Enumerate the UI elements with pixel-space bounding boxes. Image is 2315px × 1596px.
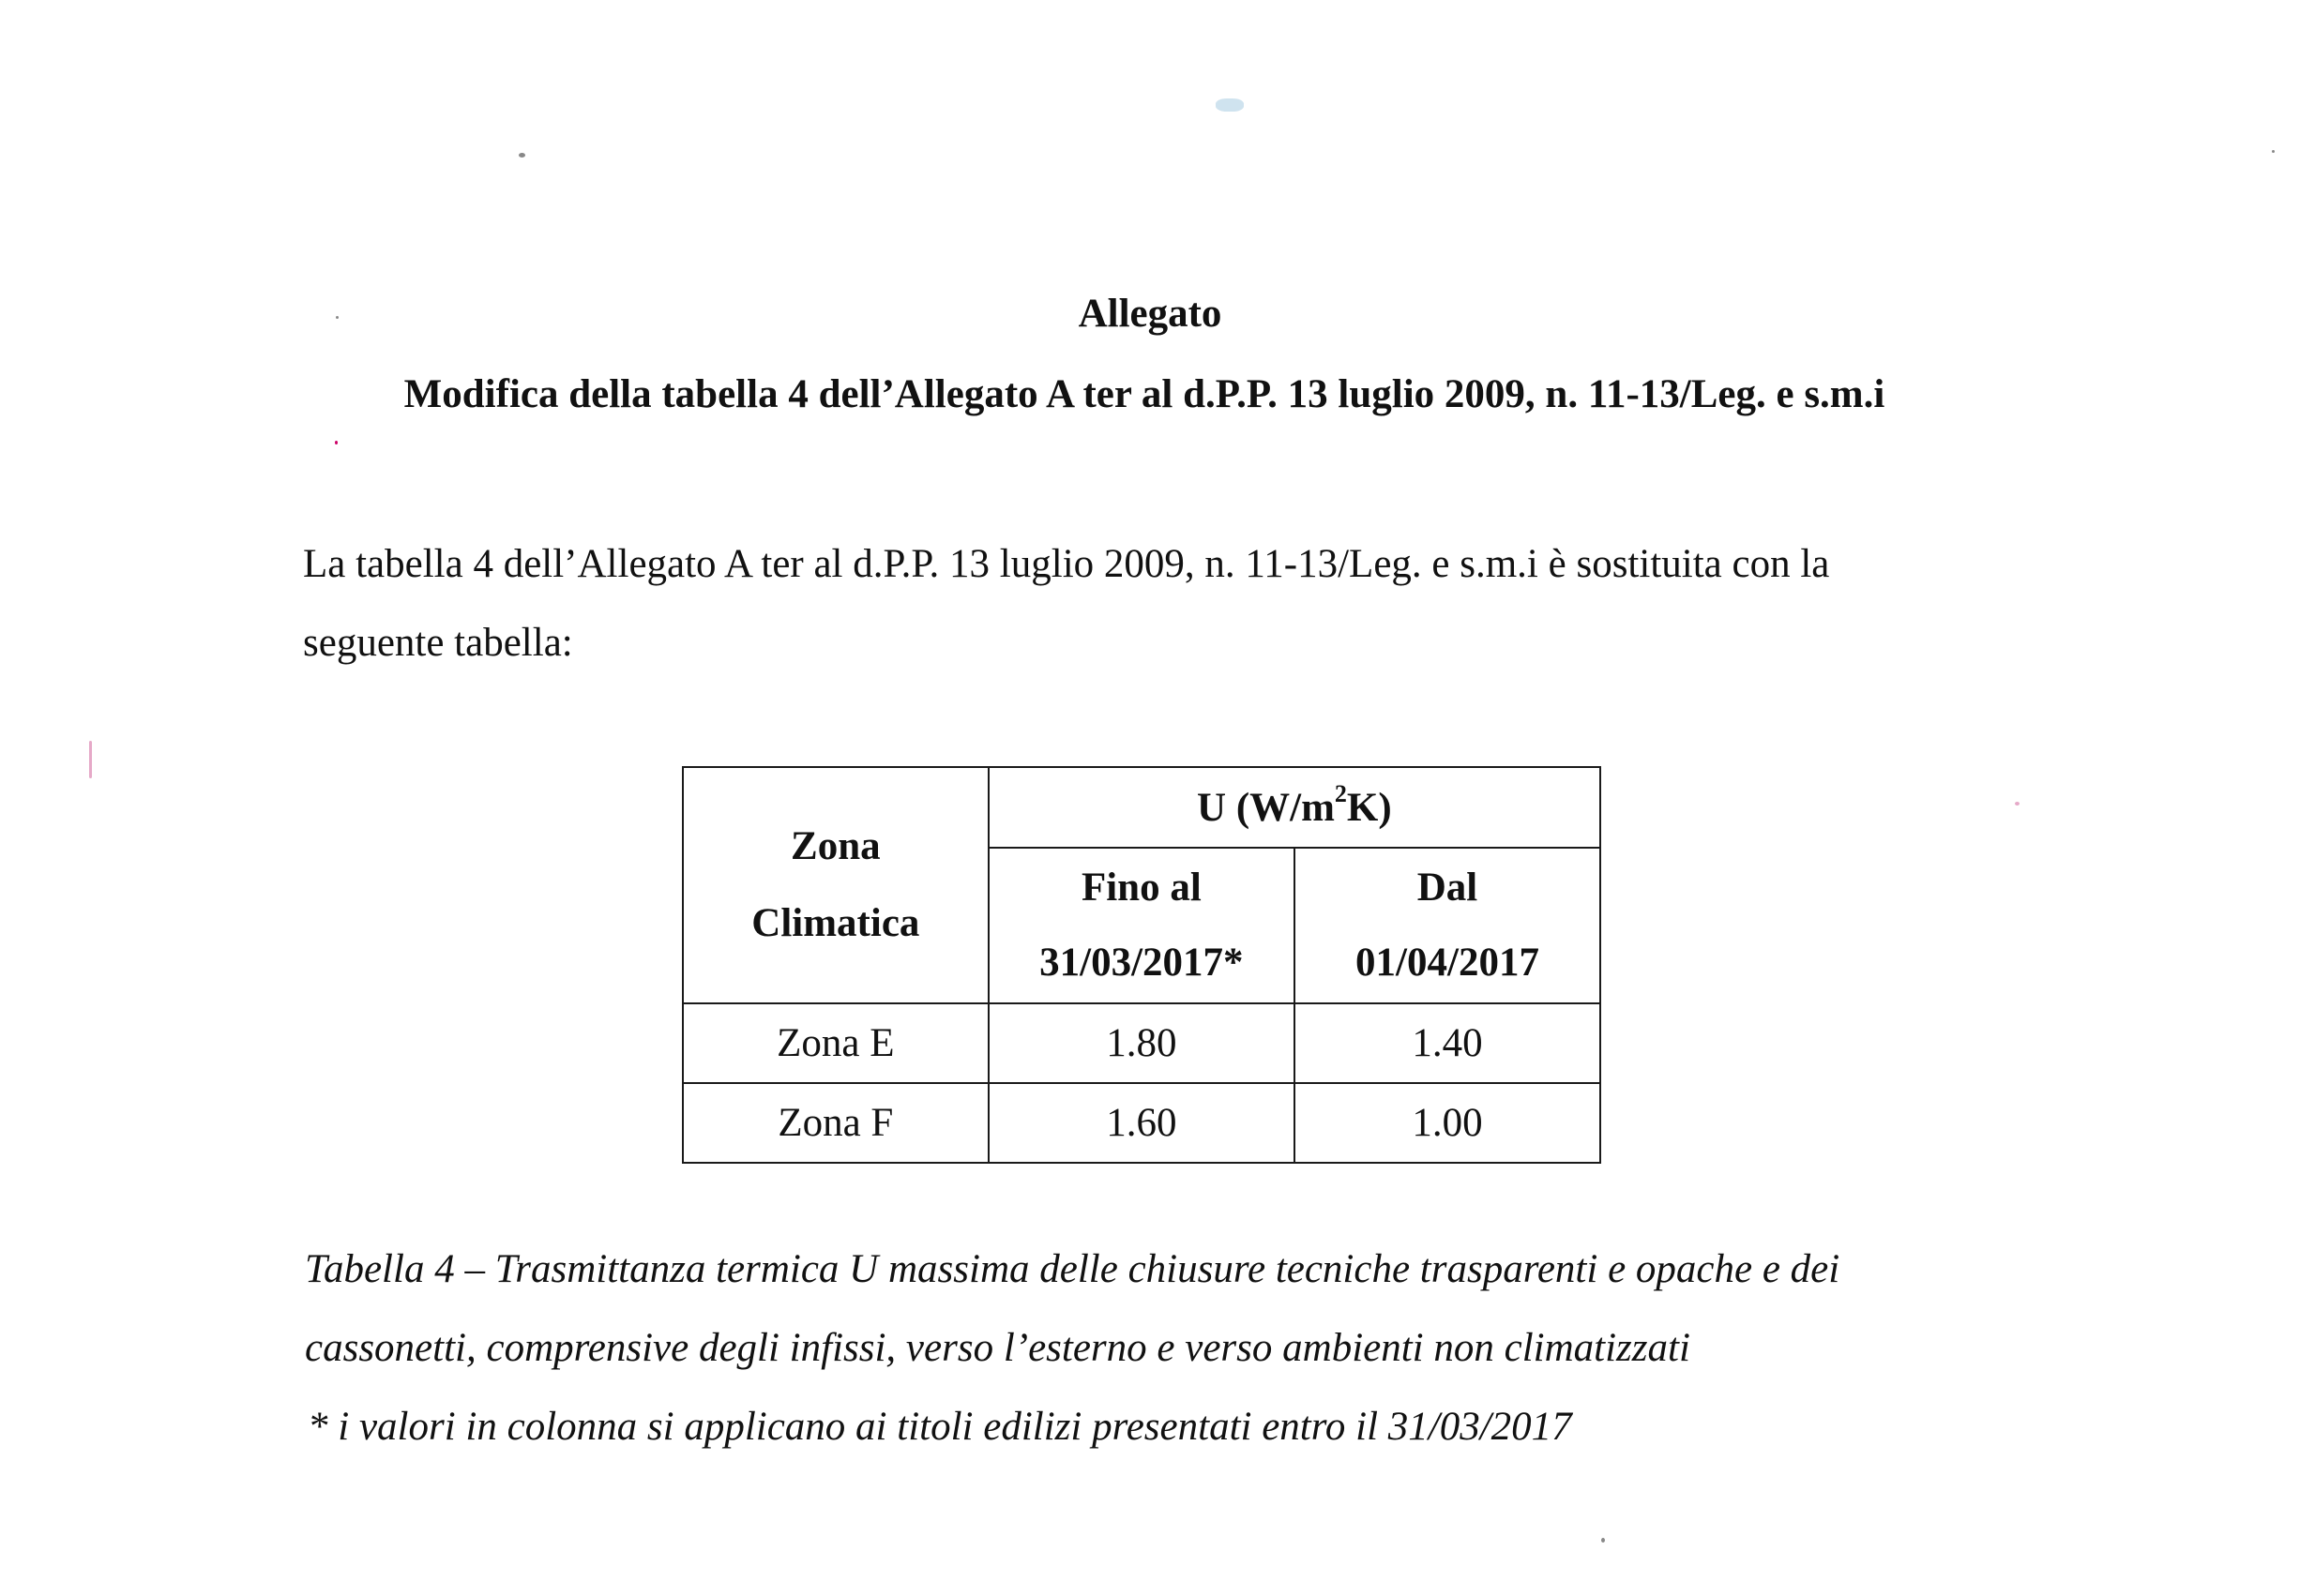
from-value-cell: 1.40	[1294, 1003, 1600, 1083]
scan-speck	[336, 316, 339, 319]
until-date-header-cell	[989, 848, 1294, 1003]
document-subtitle: Modifica della tabella 4 dell’Allegato A ter al d.P.P. 13 luglio 2009, n. 11-13/Leg. e s.m.i	[403, 372, 1885, 416]
until-header-line-1: Fino al	[1081, 866, 1202, 910]
scan-speck	[2015, 802, 2020, 806]
from-date-header-cell	[1294, 848, 1600, 1003]
until-value-cell: 1.60	[989, 1083, 1294, 1163]
scan-speck	[2272, 150, 2275, 153]
until-value-cell: 1.80	[989, 1003, 1294, 1083]
from-value-cell: 1.00	[1294, 1083, 1600, 1163]
scan-speck	[519, 153, 525, 158]
document-title: Allegato	[1078, 292, 1222, 336]
caption-line-2: cassonetti, comprensive degli infissi, verso l’esterno e verso ambienti non climatizzati	[305, 1326, 1690, 1370]
zone-header-line-1: Zona	[791, 824, 881, 868]
table-footnote: * i valori in colonna si applicano ai titoli edilizi presentati entro il 31/03/2017	[308, 1405, 1572, 1449]
scan-speck	[89, 741, 92, 778]
u-header-suffix: K)	[1346, 785, 1392, 830]
zone-header-cell	[683, 767, 989, 1003]
from-header-line-2: 01/04/2017	[1355, 941, 1539, 985]
intro-paragraph	[303, 525, 2048, 683]
caption-line-1: Tabella 4 – Trasmittanza termica U massima delle chiusure tecniche trasparenti e opache e dei	[305, 1247, 1840, 1291]
intro-line-2: seguente tabella:	[303, 621, 573, 665]
table-caption	[305, 1230, 2068, 1388]
zone-cell: Zona F	[683, 1083, 989, 1163]
from-header-line-1: Dal	[1416, 866, 1478, 910]
transmittance-table	[682, 766, 1601, 1164]
scan-speck	[1601, 1538, 1605, 1543]
zone-header-line-2: Climatica	[751, 901, 920, 945]
table-row	[683, 1003, 1600, 1083]
u-header-prefix: U (W/m	[1197, 785, 1335, 830]
table-row	[683, 1083, 1600, 1163]
u-header-superscript: 2	[1334, 780, 1347, 808]
scan-speck	[1216, 98, 1244, 112]
until-header-line-2: 31/03/2017*	[1039, 941, 1244, 985]
zone-cell: Zona E	[683, 1003, 989, 1083]
u-header-cell	[989, 767, 1600, 848]
intro-line-1: La tabella 4 dell’Allegato A ter al d.P.P. 13 luglio 2009, n. 11-13/Leg. e s.m.i è sostituita con la	[303, 542, 1830, 586]
scan-speck	[335, 441, 338, 444]
